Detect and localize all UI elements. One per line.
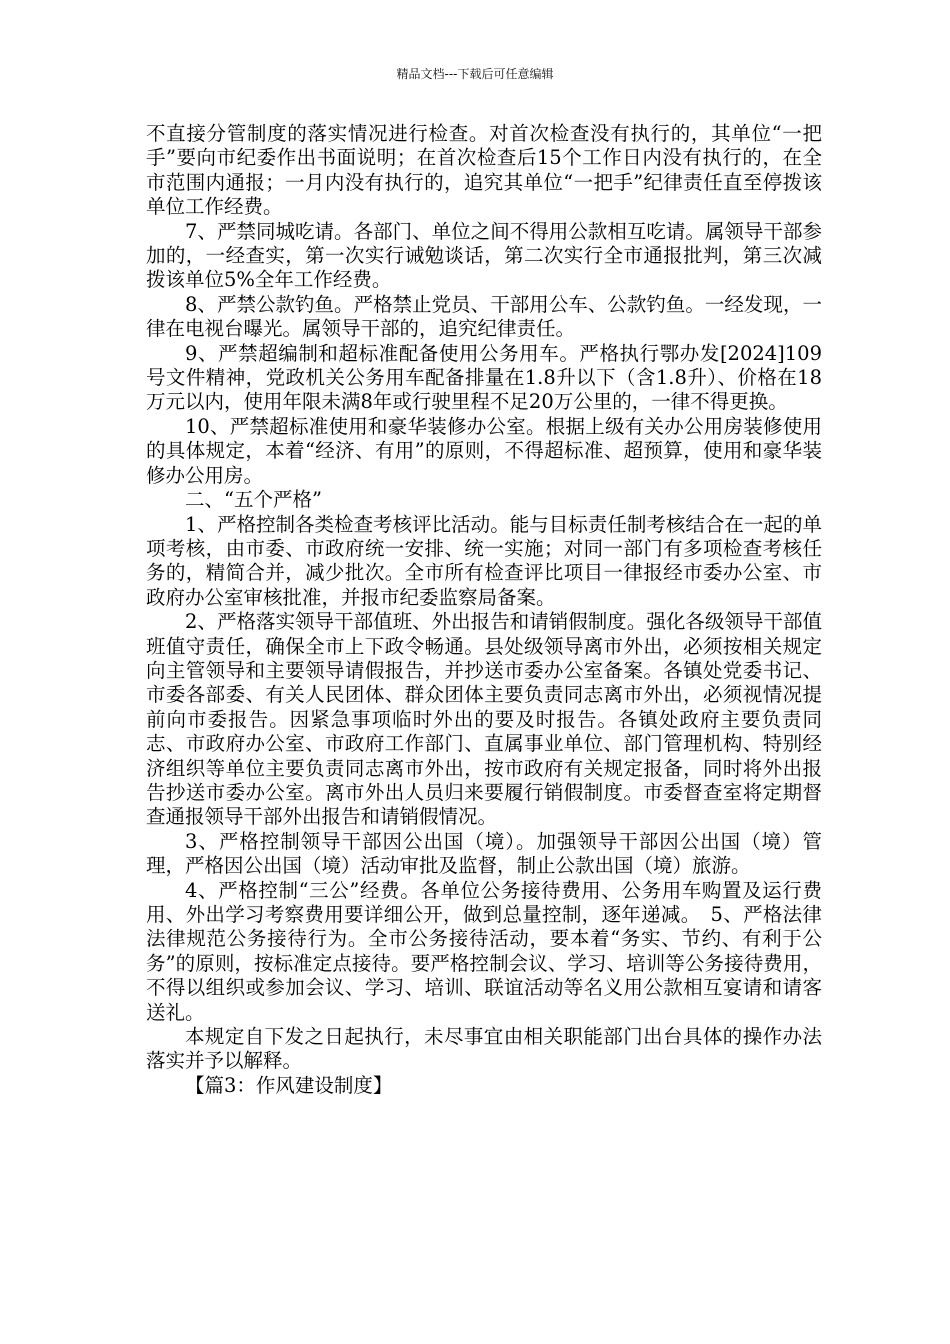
paragraph: 2、严格落实领导干部值班、外出报告和请销假制度。强化各级领导干部值班值守责任，确保全市上下政令畅通。县处级领导离市外出，必须按相关规定向主管领导和主要领导请假报告，并抄送市委办公室备案。各镇处党委书记、市委各部委、有关人民团体、群众团体主要负责同志离市外出，必须视情况提前向市委报告。因紧急事项临时外出的要及时报告。各镇处政府主要负责同志、市政府办公室、市政府工作部门、直属事业单位、部门管理机构、特别经济组织等单位主要负责同志离市外出，按市政府有关规定报备，同时将外出报告抄送市委办公室。离市外出人员归来要履行销假制度。市委督查室将定期督查通报领导干部外出报告和请销假情况。 xyxy=(146,610,822,829)
paragraph: 9、严禁超编制和超标准配备使用公务用车。严格执行鄂办发[2024]109号文件精神，党政机关公务用车配备排量在1.8升以下（含1.8升）、价格在18万元以内，使用年限未满8年或行驶里程不足20万公里的，一律不得更换。 xyxy=(146,341,822,414)
paragraph: 3、严格控制领导干部因公出国（境）。加强领导干部因公出国（境）管理，严格因公出国（境）活动审批及监督，制止公款出国（境）旅游。 xyxy=(146,829,822,878)
paragraph: 不直接分管制度的落实情况进行检查。对首次检查没有执行的，其单位“一把手”要向市纪委作出书面说明；在首次检查后15个工作日内没有执行的，在全市范围内通报；一月内没有执行的，追究其单位“一把手”纪律责任直至停拨该单位工作经费。 xyxy=(146,122,822,219)
paragraph: 本规定自下发之日起执行，未尽事宜由相关职能部门出台具体的操作办法落实并予以解释。 xyxy=(146,1025,822,1073)
section-heading: 二、“五个严格” xyxy=(185,488,322,512)
paragraph: 8、严禁公款钓鱼。严格禁止党员、干部用公车、公款钓鱼。一经发现，一律在电视台曝光。属领导干部的，追究纪律责任。 xyxy=(146,292,822,341)
document-body xyxy=(146,122,822,1098)
paragraph: 7、严禁同城吃请。各部门、单位之间不得用公款相互吃请。属领导干部参加的，一经查实，第一次实行诫勉谈话，第二次实行全市通报批判，第三次减拨该单位5%全年工作经费。 xyxy=(146,219,822,292)
paragraph: 4、严格控制“三公”经费。各单位公务接待费用、公务用车购置及运行费用、外出学习考察费用要详细公开，做到总量控制，逐年递减。 5、严格法律法律规范公务接待行为。全市公务接待活动，要本着“务实、节约、有利于公务”的原则，按标准定点接待。要严格控制会议、学习、培训等公务接待费用，不得以组织或参加会议、学习、培训、联谊活动等名义用公款相互宴请和请客送礼。 xyxy=(146,878,822,1024)
chapter-heading: 【篇3：作风建设制度】 xyxy=(185,1073,393,1097)
paragraph: 1、严格控制各类检查考核评比活动。能与目标责任制考核结合在一起的单项考核，由市委、市政府统一安排、统一实施；对同一部门有多项检查考核任务的，精简合并，减少批次。全市所有检查评比项目一律报经市委办公室、市政府办公室审核批准，并报市纪委监察局备案。 xyxy=(146,512,822,609)
paragraph: 10、严禁超标准使用和豪华装修办公室。根据上级有关办公用房装修使用的具体规定，本着“经济、有用”的原则，不得超标准、超预算，使用和豪华装修办公用房。 xyxy=(146,414,822,487)
page-header: 精品文档---下载后可任意编辑 xyxy=(396,67,554,81)
